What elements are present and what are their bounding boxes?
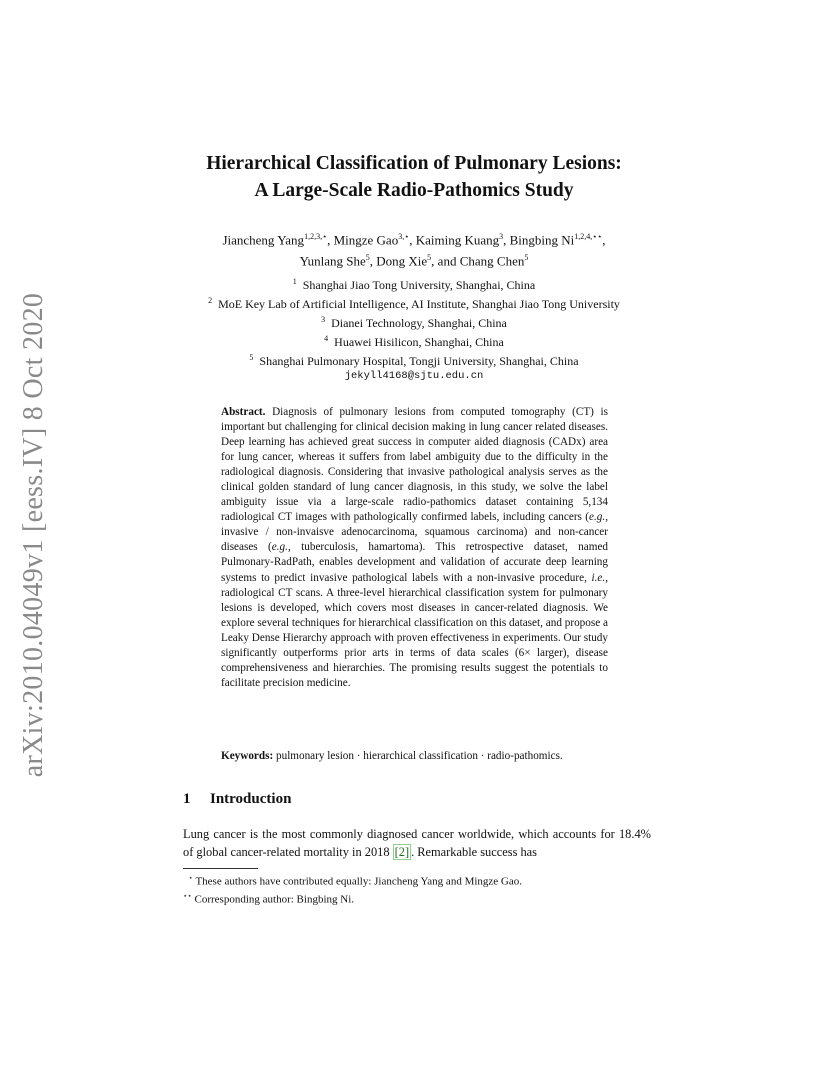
author-list [100,228,728,271]
author-affil-mark: 5 [427,253,432,263]
author-affil-mark: 3 [499,232,504,241]
author-affil-mark: 1,2,3,⋆ [304,232,328,241]
author-name: Mingze Gao [333,232,399,248]
author-line-2: Yunlang She$^5$, Dong Xie$^5$, and Chang Chen$^5$ [299,253,529,269]
author-name: Dong Xie [376,253,428,269]
keywords-label: Keywords: [221,750,274,762]
affiliation-item: $^5$ Shanghai Pulmonary Hospital, Tongji University, Shanghai, China [249,353,579,368]
abstract-label: Abstract. [221,406,266,418]
affiliation-item: $^2$ MoE Key Lab of Artificial Intelligence, AI Institute, Shanghai Jiao Tong University [208,296,620,311]
affiliation-item: $^3$ Dianei Technology, Shanghai, China [321,315,507,330]
author-affil-mark: 5 [524,253,529,263]
author-line-1: Jiancheng Yang$^{1,2,3,⋆}$, Mingze Gao$^{3,⋆}$, Kaiming Kuang$^3$, Bingbing $Ni^{1,2,4,⋆⋆}$, [222,232,606,248]
author-name: Chang Chen [459,253,525,269]
section-heading [183,791,291,808]
author-name: Kaiming Kuang [415,232,500,248]
footnote-item: ⋆ These authors have contributed equally: Jiancheng Yang and Mingze Gao. [188,874,522,888]
arxiv-identifier: arXiv:2010.04049v1 [eess.IV] 8 Oct 2020 [18,292,49,778]
abstract: Abstract. Diagnosis of pulmonary lesions from computed tomography (CT) is important but challenging for clinical decision making in lung cancer related diseases. Deep learning has achieved great success in computer aided diagnosis (CADx) area for lung cancer, whereas it suffers from label ambiguity due to the difficulty in the radiological diagnosis. Considering that invasive pathological analysis serves as the clinical golden standard of lung cancer diagnosis, in this study, we solve the label ambiguity issue via a large-scale radio-pathomics dataset containing 5,134 radiological CT images with pathologically confirmed labels, including cancers (e.g., invasive / non-invaisve adenocarcinoma, squamous carcinoma) and non-cancer diseases (e.g., tuberculosis, hamartoma). This retrospective dataset, named Pulmonary-RadPath, enables development and validation of accurate deep learning systems to predict invasive pathological labels with a non-invasive procedure, i.e., radiological CT scans. A three-level hierarchical classification system for pulmonary lesions is developed, which covers most diseases in cancer-related diagnosis. We explore several techniques for hierarchical classification on this dataset, and propose a Leaky Dense Hierarchy approach with proven effectiveness in experiments. Our study significantly outperforms prior arts in terms of data scales (6× larger), disease comprehensiveness and hierarchies. The promising results suggest the potentials to facilitate precision medicine. [221,406,609,689]
author-name: Bingbing Ni [509,232,575,248]
paper-title [100,150,728,204]
affiliation-item: $^4$ Huawei Hisilicon, Shanghai, China [324,334,504,349]
author-name: Yunlang She [299,253,366,269]
author-name: Jiancheng Yang [222,232,305,248]
citation-link[interactable]: [2] [394,844,410,859]
intro-paragraph: Lung cancer is the most commonly diagnosed cancer worldwide, which accounts for 18.4% of global cancer-related mortality in 2018 [2] . Remarkable success has [183,827,651,859]
footnotes [183,871,651,906]
contact-email: jekyll4168@sjtu.edu.cn [344,370,484,382]
title-line-2: A Large-Scale Radio-Pathomics Study [254,180,574,201]
affiliation-list [100,274,728,384]
author-affil-mark: 1,2,4,⋆⋆ [574,232,603,241]
footnote-rule [183,868,258,869]
title-line-1: Hierarchical Classification of Pulmonary Lesions: [206,153,622,174]
author-affil-mark: 3,⋆ [398,232,410,241]
affiliation-item: $^1$ Shanghai Jiao Tong University, Shanghai, China [292,277,536,292]
keywords: Keywords: pulmonary lesion · hierarchical classification · radio-pathomics. [221,750,563,762]
author-affil-mark: 5 [365,253,370,263]
footnote-item: ⋆⋆ Corresponding author: Bingbing Ni. [183,891,355,906]
section-title: Introduction [210,791,292,807]
section-number: 1 [183,791,191,807]
